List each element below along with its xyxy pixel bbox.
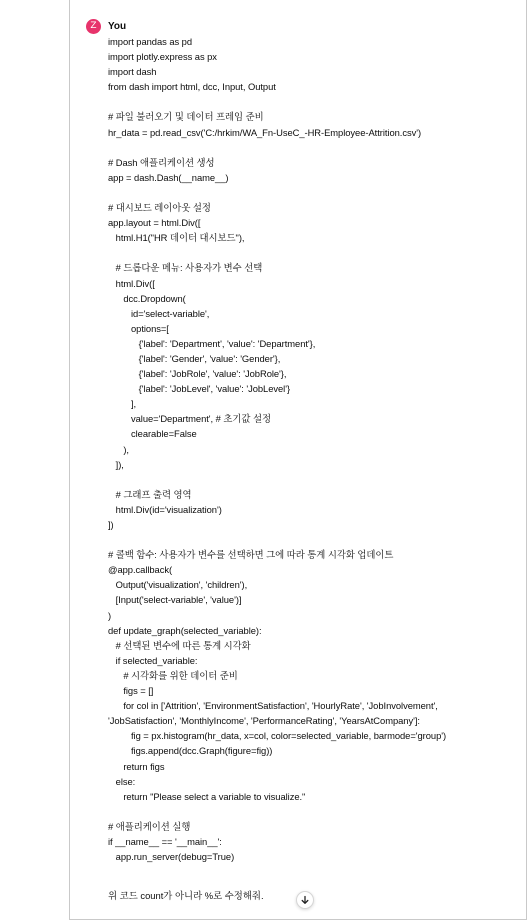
message-line: # 콜백 함수: 사용자가 변수를 선택하면 그에 따라 통계 시각화 업데이트 — [108, 549, 394, 561]
message-line: ) — [108, 609, 112, 621]
message-author: You — [108, 21, 127, 32]
message-line: # Dash 애플리케이션 생성 — [108, 156, 215, 168]
message-line: hr_data = pd.read_csv('C:/hrkim/WA_Fn-UseC_-HR-Employee-Attrition.csv') — [108, 126, 422, 138]
message-line: figs.append(dcc.Graph(figure=fig)) — [108, 745, 273, 757]
message-line: ], — [108, 398, 137, 410]
message-line — [108, 804, 518, 819]
message-line: for col in ['Attrition', 'EnvironmentSatisfaction', 'HourlyRate', 'JobInvolvement', — [108, 700, 438, 712]
message-line: if __name__ == '__main__': — [108, 835, 222, 847]
message-line: from dash import html, dcc, Input, Output — [108, 81, 276, 93]
message-line: return "Please select a variable to visualize." — [108, 790, 306, 802]
message-line: ]) — [108, 519, 114, 530]
arrow-down-icon — [300, 895, 310, 905]
message-line: # 파일 불러오기 및 데이터 프레임 준비 — [108, 111, 264, 123]
message-line — [108, 245, 518, 260]
message-line: # 드롭다운 메뉴: 사용자가 변수 선택 — [108, 262, 263, 274]
message-line: return figs — [108, 760, 165, 772]
message-line: app = dash.Dash(__name__) — [108, 171, 229, 183]
message-line: {'label': 'Gender', 'value': 'Gender'}, — [108, 352, 281, 364]
user-avatar: Z — [86, 19, 101, 34]
message-line — [108, 185, 518, 200]
message-line: {'label': 'JobLevel', 'value': 'JobLevel'} — [108, 383, 291, 395]
message-line — [108, 94, 518, 109]
message-line: {'label': 'Department', 'value': 'Department'}, — [108, 337, 316, 349]
message-line: value='Department', # 초기값 설정 — [108, 413, 271, 425]
message-line: # 그래프 출력 영역 — [108, 488, 192, 500]
message-line — [108, 532, 518, 547]
message-line: # 시각화를 위한 데이터 준비 — [108, 669, 238, 681]
message-line: else: — [108, 775, 136, 787]
message-line: # 선택된 변수에 따른 통계 시각화 — [108, 639, 251, 651]
message-line: if selected_variable: — [108, 654, 198, 666]
message-line: @app.callback( — [108, 564, 173, 576]
message-line: def update_graph(selected_variable): — [108, 624, 262, 636]
message-line: import dash — [108, 66, 157, 78]
message-line: options=[ — [108, 322, 169, 334]
message-line: # 대시보드 레이아웃 설정 — [108, 202, 211, 214]
message-line: figs = [] — [108, 685, 154, 697]
message-line: dcc.Dropdown( — [108, 292, 186, 304]
message-line: fig = px.histogram(hr_data, x=col, color=selected_variable, barmode='group') — [108, 730, 447, 742]
message-line: [Input('select-variable', 'value')] — [108, 594, 242, 606]
message-line: html.H1("HR 데이터 대시보드"), — [108, 232, 245, 244]
user-message-code — [108, 34, 518, 864]
message-line: ]), — [108, 458, 124, 470]
message-line: app.run_server(debug=True) — [108, 851, 235, 863]
message-line: import pandas as pd — [108, 36, 192, 47]
message-line: 'JobSatisfaction', 'MonthlyIncome', 'PerformanceRating', 'YearsAtCompany']: — [108, 715, 420, 727]
message-line — [108, 472, 518, 487]
scroll-to-bottom-button[interactable] — [296, 891, 314, 909]
message-line: html.Div([ — [108, 277, 155, 289]
user-followup-text: 위 코드 count가 아니라 %로 수정해줘. — [108, 890, 264, 901]
message-line: clearable=False — [108, 428, 197, 440]
message-line: # 애플리케이션 실행 — [108, 820, 191, 832]
message-line: import plotly.express as px — [108, 51, 217, 63]
message-line: html.Div(id='visualization') — [108, 503, 222, 515]
message-line: {'label': 'JobRole', 'value': 'JobRole'}, — [108, 368, 287, 380]
message-line: app.layout = html.Div([ — [108, 217, 201, 229]
message-line: id='select-variable', — [108, 307, 210, 319]
message-line: ), — [108, 443, 129, 455]
message-line: Output('visualization', 'children'), — [108, 579, 248, 591]
message-line — [108, 140, 518, 155]
